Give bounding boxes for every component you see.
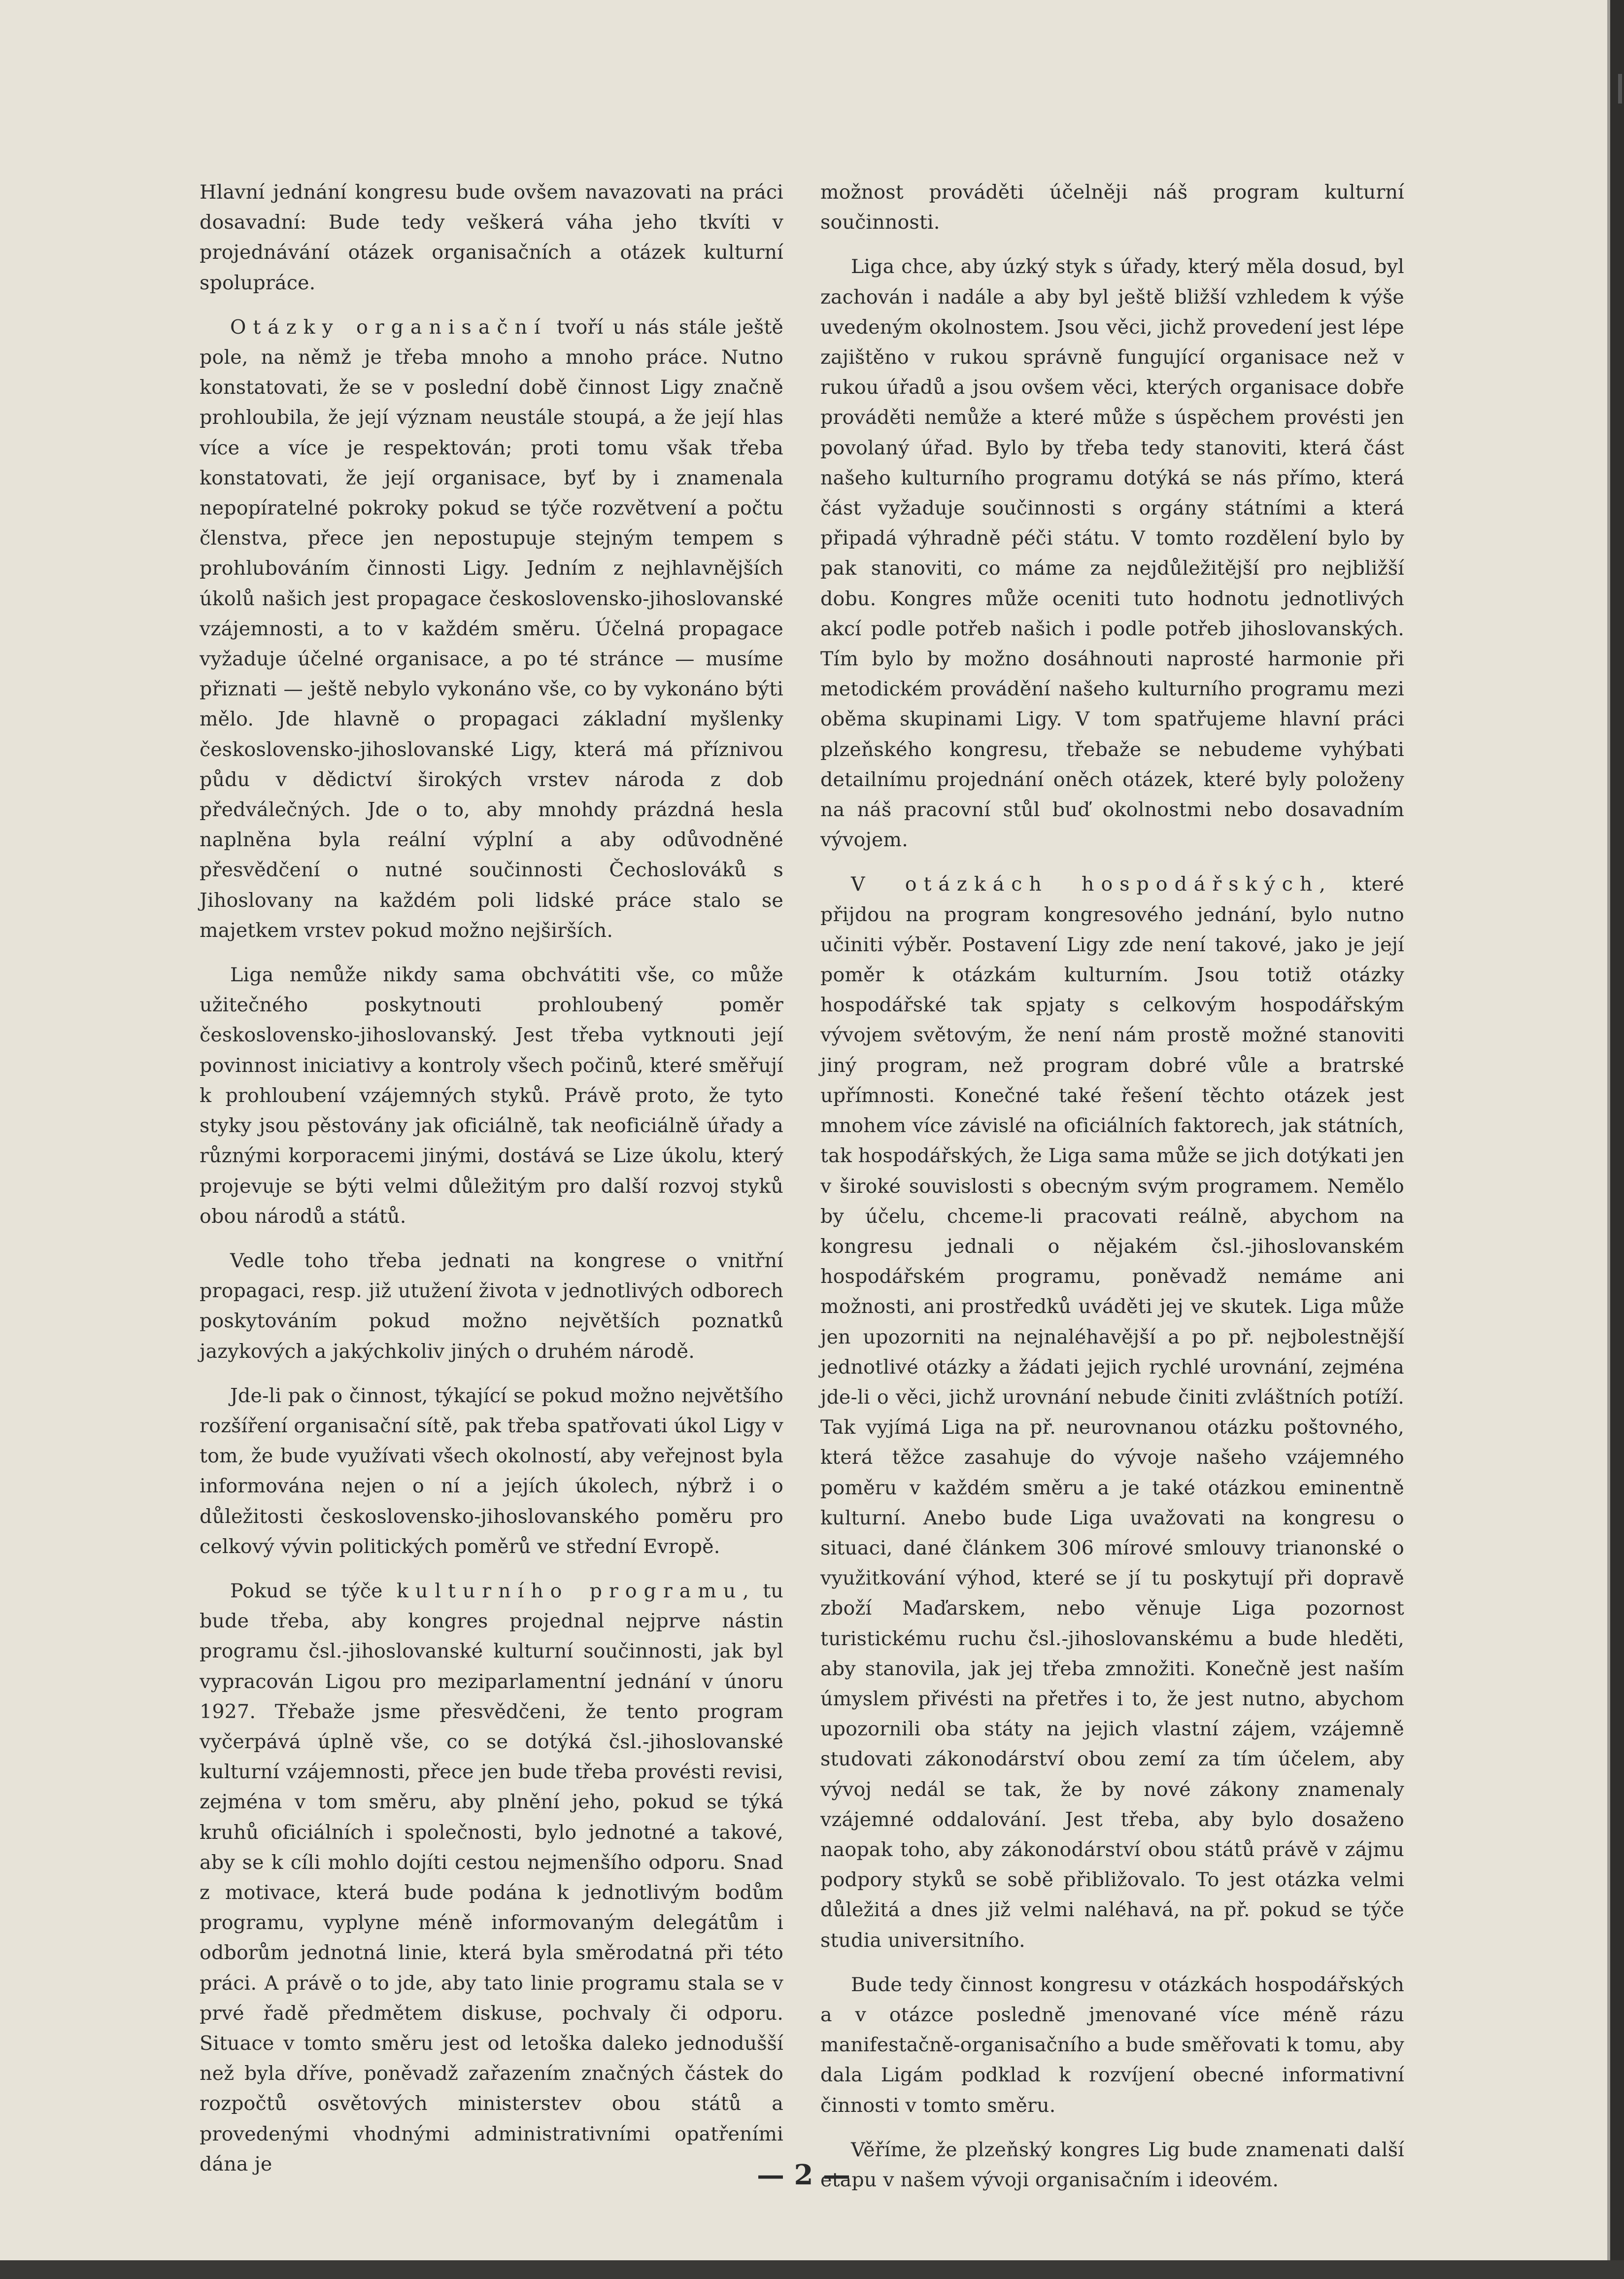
paragraph: V otázkách hospodářských, které přijdou na program kongresového jednání, bylo nutno učiniti výběr. Postavení Ligy zde není takové, jako je její poměr k otázkám kulturním. Jsou totiž otázky hospodářské tak spjaty s celkovým hospodářským vývojem světovým, že není nám prostě možné stanoviti jiný program, než program dobré vůle a bratrské upřímnosti. Konečné také řešení těchto otázek jest mnohem více závislé na oficiálních faktorech, jak státních, tak hospodářských, že Liga sama může se jich dotýkati jen v široké souvislosti s obecným svým programem. Nemělo by účelu, chceme-li pracovati reálně, abychom na kongresu jednali o nějakém čsl.-jihoslovanském hospodářském programu, poněvadž nemáme ani možnosti, ani prostředků uváděti jej ve skutek. Liga může jen upozorniti na nejnaléhavější a po př. nejbolestnější jednotlivé otázky a žádati jejich rychlé urovnání, zejména jde-li o věci, jichž urovnání nebude činiti zvláštních potíží. Tak vyjímá Liga na př. neurovnanou otázku poštovného, která těžce zasahuje do vývoje našeho vzájemného poměru v každém směru a je také otázkou eminentně kulturní. Anebo bude Liga uvažovati na kongresu o situaci, dané článkem 306 mírové smlouvy trianonské o využitkování výhod, které se jí tu poskytují při dopravě zboží Maďarskem, nebo věnuje Liga pozornost turistickému ruchu čsl.-jihoslovanskému a bude hleděti, aby stanovila, jak jej třeba zmnožiti. Konečně jest naším úmyslem přivésti na přetřes i to, že jest nutno, abychom upozornili oba státy na jejich vlastní zájem, vzájemně studovati zákonodárství obou zemí za tím účelem, aby vývoj nedál se tak, že by nové zákony znamenaly vzájemné oddalování. Jest třeba, aby bylo dosaženo naopak toho, aby zákonodárství obou států právě v zájmu podpory styků se sobě přibližovalo. To jest otázka velmi důležitá a dnes již velmi naléhavá, na př. pokud se týče studia universitního.: [820, 873, 1404, 1952]
paragraph: Liga nemůže nikdy sama obchvátiti vše, co může užitečného poskytnouti prohloubený poměr československo-jihoslovanský. Jest třeba vytknouti její povinnost iniciativy a kontroly všech počinů, které směřují k prohloubení vzájemných styků. Právě proto, že tyto styky jsou pěstovány jak oficiálně, tak neoficiálně úřady a různými korporacemi jinými, dostává se Lize úkolu, který projevuje se býti velmi důležitým pro další rozvoj styků obou národů a států.: [200, 964, 783, 1228]
paragraph: Pokud se týče kulturního programu, tu bude třeba, aby kongres projednal nejprve nástin programu čsl.-jihoslovanské kulturní součinnosti, jak byl vypracován Ligou pro meziparlamentní jednání v únoru 1927. Třebaže jsme přesvědčeni, že tento program vyčerpává úplně vše, co se dotýká čsl.-jihoslovanské kulturní vzájemnosti, přece jen bude třeba provésti revisi, zejména v tom směru, aby plnění jeho, pokud se týká kruhů oficiálních i společnosti, bylo jednotné a takové, aby se k cíli mohlo dojíti cestou nejmenšího odporu. Snad z motivace, která bude podána k jednotlivým bodům programu, vyplyne méně informovaným delegátům i odborům jednotná linie, která byla směrodatná při této práci. A právě o to jde, aby tato linie programu stala se v prvé řadě předmětem diskuse, pochvaly či odporu. Situace v tomto směru jest od letoška daleko jednodušší než byla dříve, poněvadž zařazením značných částek do rozpočtů osvětových ministerstev obou států a provedenými vhodnými administrativními opatřeními dána je: [200, 1579, 783, 2175]
page-number: — 2 —: [757, 2159, 850, 2191]
spaced-heading: V otázkách hospodářských: [851, 873, 1320, 896]
paragraph: možnost prováděti účelněji náš program kulturní součinnosti.: [820, 181, 1404, 234]
left-column: [200, 177, 783, 2194]
paragraph: Hlavní jednání kongresu bude ovšem navazovati na práci dosavadní: Bude tedy veškerá váha jeho tkvíti v projednávání otázek organisačních a otázek kulturní spolupráce.: [200, 181, 783, 294]
paragraph: Liga chce, aby úzký styk s úřady, který měla dosud, byl zachován i nadále a aby byl ještě bližší vzhledem k výše uvedeným okolnostem. Jsou věci, jichž provedení jest lépe zajištěno v rukou správně fungující organisace než v rukou úřadů a jsou ovšem věci, kterých organisace dobře prováděti nemůže a které může s úspěchem provésti jen povolaný úřad. Bylo by třeba tedy stanoviti, která část našeho kulturního programu dotýká se nás přímo, která část vyžaduje součinnosti s orgány státními a která připadá výhradně péči státu. V tomto rozdělení bylo by pak stanoviti, co máme za nejdůležitější pro nejbližší dobu. Kongres může oceniti tuto hodnotu jednotlivých akcí podle potřeb našich i podle potřeb jihoslovanských. Tím bylo by možno dosáhnouti naprosté harmonie při metodickém provádění našeho kulturního programu mezi oběma skupinami Ligy. V tom spatřujeme hlavní práci plzeňského kongresu, třebaže se nebudeme vyhýbati detailnímu projednání oněch otázek, které byly položeny na náš pracovní stůl buď okolnostmi nebo dosavadním vývojem.: [820, 255, 1404, 852]
paragraph: Jde-li pak o činnost, týkající se pokud možno největšího rozšíření organisační sítě, pak třeba spatřovati úkol Ligy v tom, že bude využívati všech okolností, aby veřejnost byla informována nejen o ní a jejích úkolech, nýbrž i o důležitosti československo-jihoslovanského poměru pro celkový vývin politických poměrů ve střední Evropě.: [200, 1384, 783, 1558]
paragraph: Vedle toho třeba jednati na kongrese o vnitřní propagaci, resp. již utužení života v jednotlivých odborech poskytováním pokud možno největších poznatků jazykových a jakýchkoliv jiných o druhém národě.: [200, 1249, 783, 1363]
scan-edge: [1610, 0, 1624, 2279]
paragraph: Věříme, že plzeňský kongres Lig bude znamenati další etapu v našem vývoji organisačním i ideovém.: [820, 2138, 1404, 2191]
right-column: [820, 177, 1404, 2210]
scan-bottom-edge: [0, 2260, 1624, 2279]
spaced-heading: kulturního programu: [396, 1579, 743, 1602]
binding-mark: [1618, 74, 1622, 104]
paragraph: Bude tedy činnost kongresu v otázkách hospodářských a v otázce posledně jmenované více méně rázu manifestačně-organisačního a bude směřovati k tomu, aby dala Ligám podklad k rozvíjení obecné informativní činnosti v tomto směru.: [820, 1973, 1404, 2117]
paragraph: Otázky organisační tvoří u nás stále ještě pole, na němž je třeba mnoho a mnoho práce. Nutno konstatovati, že se v poslední době činnost Ligy značně prohloubila, že její význam neustále stoupá, a že její hlas více a více je respektován; proti tomu však třeba konstatovati, že její organisace, byť by i znamenala nepopíratelné pokroky pokud se týče rozvětvení a počtu členstva, přece jen nepostupuje stejným tempem s prohlubováním činnosti Ligy. Jedním z nejhlavnějších úkolů našich jest propagace československo-jihoslovanské vzájemnosti, a to v každém směru. Účelná propagace vyžaduje účelné organisace, a po té stránce — musíme přiznati — ještě nebylo vykonáno vše, co by vykonáno býti mělo. Jde hlavně o propagaci základní myšlenky československo-jihoslovanské Ligy, která má příznivou půdu v dědictví širokých vrstev národa z dob předválečných. Jde o to, aby mnohdy prázdná hesla naplněna byla reální výplní a aby odůvodněné přesvědčení o nutné součinnosti Čechoslováků s Jihoslovany na každém poli lidské práce stalo se majetkem vrstev pokud možno nejširších.: [200, 315, 783, 942]
spaced-heading: Otázky organisační: [230, 315, 547, 339]
